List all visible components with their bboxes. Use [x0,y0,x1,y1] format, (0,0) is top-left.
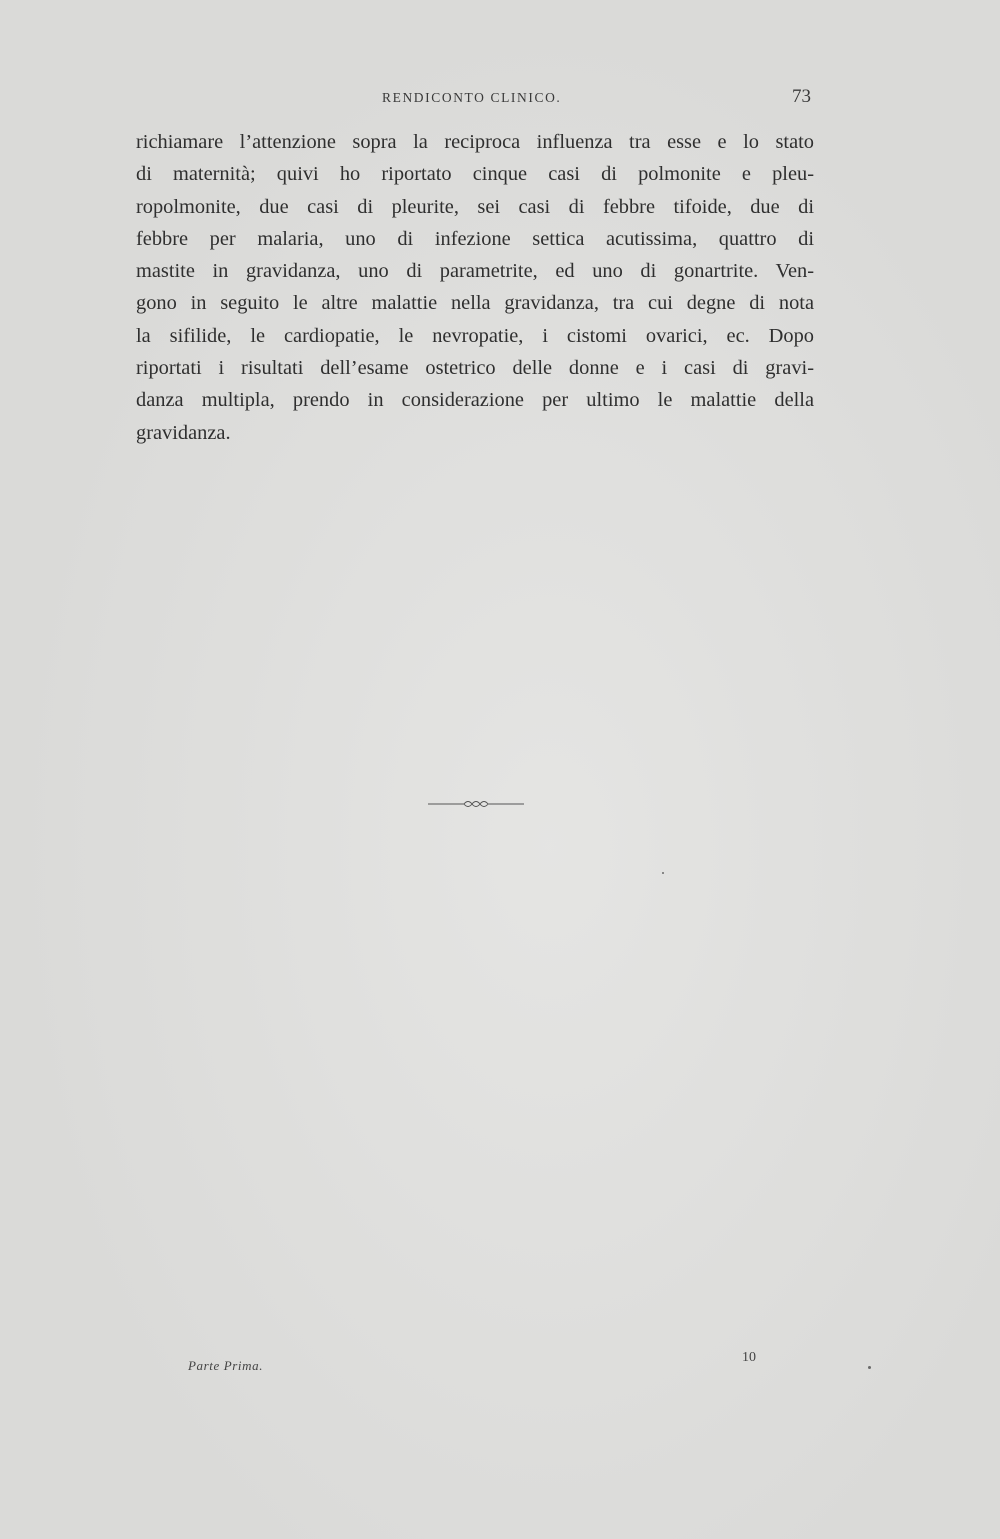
text-line: la sifilide, le cardiopatie, le nevropatie, i cistomi ovarici, ec. Dopo [136,324,814,347]
text-line: danza multipla, prendo in considerazione per ultimo le malattie della [136,389,814,412]
text-line: febbre per malaria, uno di infezione settica acutissima, quattro di [136,227,814,250]
text-line: ropolmonite, due casi di pleurite, sei casi di febbre tifoide, due di [136,195,814,218]
ink-speck [868,1366,871,1369]
running-head: RENDICONTO CLINICO. [382,90,562,105]
text-line: gravidanza. [136,421,231,444]
text-line: mastite in gravidanza, uno di parametrite, ed uno di gonartrite. Ven- [136,260,814,283]
section-end-ornament [428,797,524,811]
text-line: riportati i risultati dell’esame ostetrico delle donne e i casi di gravi- [136,357,814,380]
text-line: richiamare l’attenzione sopra la reciproca influenza tra esse e lo stato [136,131,814,153]
ink-speck [662,872,664,874]
body-paragraph [136,126,814,449]
text-line: di maternità; quivi ho riportato cinque casi di polmonite e pleu- [136,163,814,186]
page-number: 73 [792,86,811,107]
signature-mark: Parte Prima. [188,1358,264,1373]
sheet-number: 10 [742,1350,756,1365]
text-line: gono in seguito le altre malattie nella gravidanza, tra cui degne di nota [136,292,814,315]
